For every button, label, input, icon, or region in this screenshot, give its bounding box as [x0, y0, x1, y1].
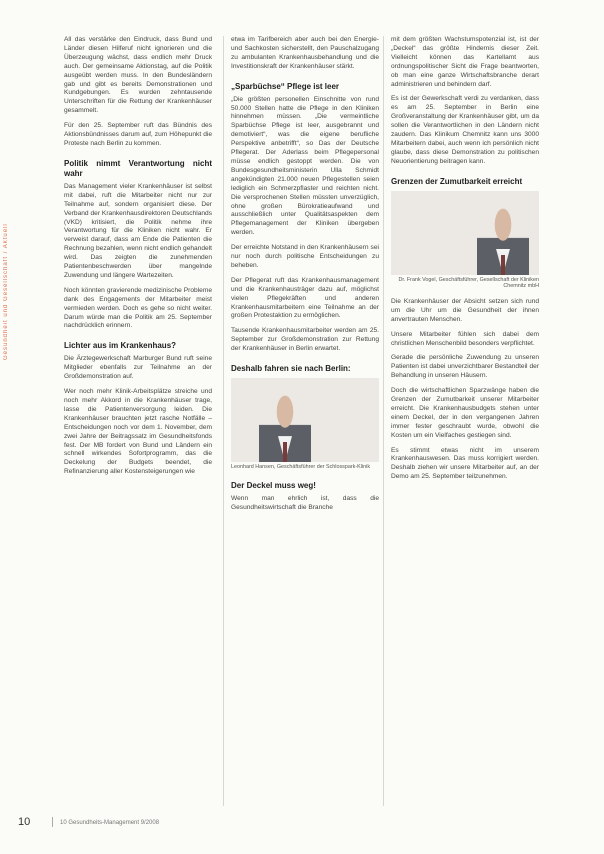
- paragraph: Gerade die persönliche Zuwendung zu unseren Patienten ist dabei unverzichtbarer Bestandteil der Behandlung in unseren Häusern.: [391, 354, 539, 380]
- paragraph: Es ist der Gewerkschaft verdi zu verdanken, dass es am 25. September in Berlin eine Großveranstaltung der Krankenhäuser gibt, um da sollen die Verantwortlichen in den Ländern nicht zaudern. Das Klinikum Chemnitz kann uns 3000 Mitarbeitern dabei, auch wenn ich persönlich nicht glaube, dass diese Demonstration zu politischen Neuorientierung beitragen kann.: [391, 95, 539, 165]
- photo-caption: Leonhard Hansen, Geschäftsführer der Schlosspark-Klinik: [231, 464, 371, 471]
- paragraph: Es stimmt etwas nicht im unserem Krankenhauswesen. Das muss korrigiert werden. Deshalb ziehen wir unsere Mitarbeiter auf, an der Demo am 25. September teilzunehmen.: [391, 446, 539, 481]
- paragraph: Noch könnten gravierende medizinische Probleme dank des Engagements der Mitarbeiter meist vermieden werden. Doch es gehe so nicht weiter. Darum würde man die Politik am 25. September nachdrücklich erinnern.: [64, 286, 212, 330]
- paragraph: Wenn man ehrlich ist, dass die Gesundheitswirtschaft die Branche: [231, 494, 379, 511]
- paragraph: Wer noch mehr Klinik-Arbeitsplätze streiche und noch mehr Akkord in die Krankenhäuser trage, lasse die Patientenversorgung leiden. Die Krankenhäuser brauchten jetzt rasche Notfälle – Entscheidungen noch vor dem 1. November, dem zwei Jahre der Beitragssatz im Gesundheitsfonds fest. Der MB fordert von Bund und Ländern ein schnell wirkendes Sofortprogramm, das die Deckelung der Budgets beendet, die Refinanzierung aller Kostensteigerungen wie: [64, 388, 212, 476]
- paragraph: „Die größten personellen Einschnitte von rund 50.000 Stellen hatte die Pflege in den Kliniken hinnehmen müssen. „Die vermeintliche Sparbüchse Pflege ist leer, ausgebrannt und demotiviert“, was die eigene berufliche Perspektive anbetrifft“, so Das der Deutsche Pflegerat. Der Aderlass beim Pflegepersonal müsse endlich gestoppt werden. Die von Bundesgesundheitsministerin Ulla Schmidt angekündigten 21.000 neuen Pflegestellen seien lediglich ein Schmerzpflaster und reichten nicht. Die versprochenen Stellen müssten unverzüglich, ohne großen Bürokratieaufwand und ausschließlich unter Qualitätsaspekten dem Pflegemanagement der Kliniken übergeben werden.: [231, 95, 379, 237]
- photo-caption: Dr. Frank Vogel, Geschäftsführer, Gesellschaft der Kliniken Chemnitz mbH: [398, 276, 539, 290]
- paragraph: mit dem größten Wachstumspotenzial ist, ist der „Deckel“ das größte Hindernis dieser Zeit. Vielleicht können das Kartellamt aus ordnungspolitischer Sicht die Frage beantworten, ob man eine ganze Wirtschaftsbranche derart administrieren und behindern darf.: [391, 36, 539, 88]
- page-number: 10: [18, 816, 31, 828]
- tie: [283, 442, 287, 462]
- section-heading: Der Deckel muss weg!: [231, 480, 316, 490]
- section-heading: Grenzen der Zumutbarkeit erreicht: [391, 176, 523, 186]
- paragraph: All das verstärke den Eindruck, dass Bund und Länder diesen Hilferuf nicht ignorieren und die Überzeugung wächst, dass endlich mehr Druck auch. Der gemeinsame Aktionstag, auf die Politik ausgeübt werden muss. In den Bundesländern gab und gibt es bereits Demonstrationen und Kundgebungen. Es wurden zehntausende Unterschriften für die Rettung der Krankenhäuser gesammelt.: [64, 36, 212, 115]
- portrait-photo: [231, 378, 379, 462]
- column-1: [64, 36, 212, 483]
- section-heading: Politik nimmt Verantwortung nicht wahr: [64, 158, 212, 178]
- paragraph: Das Management vieler Krankenhäuser ist selbst mit dabei, ruft die Mitarbeiter nicht nur zur Teilnahme auf, sondern organisiert diese. Der Verband der Krankenhausdirektoren Deutschlands (VKD) kritisiert, die Politik nehme ihre Verantwortung für die Kliniken nicht wahr. Er verweist darauf, dass am Ende die Patienten die Rechnung bezahlen, wenn nicht endlich gehandelt wird. Das zeigten die zunehmenden Patientenbeschwerden über mangelnde Zuwendung und längere Wartezeiten.: [64, 182, 212, 279]
- tie: [501, 255, 505, 275]
- paragraph: Die Ärztegewerkschaft Marburger Bund ruft seine Mitglieder ebenfalls zur Teilnahme an der Großdemonstration auf.: [64, 355, 212, 381]
- footer-divider: [52, 817, 53, 827]
- publication-line: 10 Gesundheits-Management 9/2008: [60, 820, 160, 826]
- column-3: [391, 36, 539, 488]
- column-divider: [383, 36, 384, 806]
- paragraph: Für den 25. September ruft das Bündnis des Aktionsbündnisses darum auf, zum Höhepunkt die Proteste nach Berlin zu kommen.: [64, 122, 212, 147]
- paragraph: Doch die wirtschaftlichen Sparzwänge haben die Grenzen der Zumutbarkeit unserer Mitarbeiter erreicht. Die Krankenhausbudgets stehen unter einem Deckel, der in den vergangenen Jahren immer fester geschraubt wurde, obwohl die Kosten um ein Vielfaches gestiegen sind.: [391, 387, 539, 439]
- section-heading: Deshalb fahren sie nach Berlin:: [231, 364, 351, 374]
- section-heading: Lichter aus im Krankenhaus?: [64, 341, 177, 351]
- paragraph: Unsere Mitarbeiter fühlen sich dabei dem christlichen Menschenbild besonders verpflichtet.: [391, 330, 539, 347]
- paragraph: Der erreichte Notstand in den Krankenhäusern sei nur noch durch politische Entscheidungen zu beheben.: [231, 244, 379, 269]
- paragraph: Der Pflegerat ruft das Krankenhausmanagement und die Krankenhausträger dazu auf, möglichst vielen Pflegekräften und anderen Krankenhausmitarbeitern eine Teilnahme an der großen Protestaktion zu ermöglichen.: [231, 276, 379, 320]
- section-heading: „Sparbüchse“ Pflege ist leer: [231, 81, 340, 91]
- paragraph: Tausende Krankenhausmitarbeiter werden am 25. September zur Großdemonstration zur Rettung der Krankenhäuser in Berlin erwartet.: [231, 327, 379, 353]
- paragraph: Die Krankenhäuser der Absicht setzen sich rund um die Uhr um die Gesundheit der ihnen anvertrauten Menschen.: [391, 297, 539, 323]
- spine-text: Gesundheit und Gesellschaft / Aktuell: [3, 223, 9, 360]
- paragraph: etwa im Tarifbereich aber auch bei den Energie- und Sachkosten sicherstellt, den Pauschalzugang zu ambulanten Krankenhausbehandlung und die Investitionskraft der Krankenhäuser stärkt.: [231, 36, 379, 70]
- column-divider: [223, 36, 224, 806]
- column-2: [231, 36, 379, 519]
- portrait-photo: [391, 191, 539, 275]
